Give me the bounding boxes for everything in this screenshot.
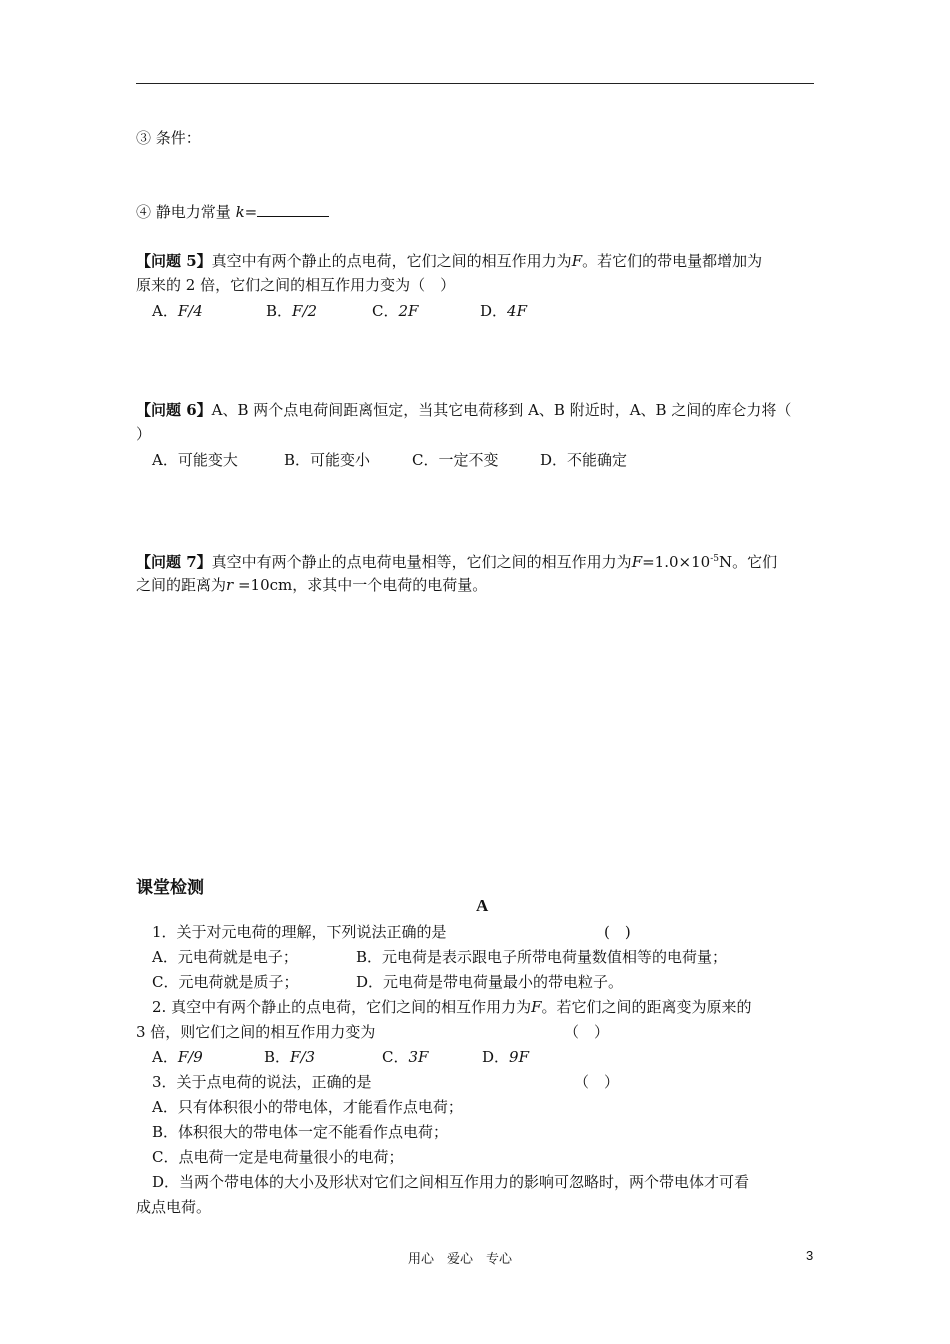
force-symbol: F xyxy=(531,998,542,1016)
problem-2-line-1 xyxy=(152,996,752,1018)
exponent: -5 xyxy=(710,554,719,564)
question-7-line-1 xyxy=(136,548,777,573)
force-unit: N。它们 xyxy=(718,553,778,571)
option-c[interactable]: C．元电荷就是质子； xyxy=(152,973,299,991)
answer-paren[interactable]: （ ） xyxy=(564,1023,610,1041)
option-a[interactable]: A．元电荷就是电子； xyxy=(152,948,298,966)
answer-paren[interactable]: ( ) xyxy=(604,923,631,941)
constant-label: ④ 静电力常量 xyxy=(136,203,231,221)
page-number: 3 xyxy=(806,1248,814,1263)
force-value: =1.0×10 xyxy=(642,553,711,571)
question-5-options xyxy=(152,300,527,322)
question-7-line-2 xyxy=(136,574,487,596)
problem-1-stem xyxy=(152,921,631,943)
problem-2-text-cont: 。若它们之间的距离变为原来的 xyxy=(541,998,752,1016)
level-label: A xyxy=(476,896,489,915)
question-6-line-1 xyxy=(136,399,791,421)
question-5-line-2: 原来的 2 倍，它们之间的相互作用力变为（ ） xyxy=(136,276,456,294)
option-d[interactable]: D．9F xyxy=(482,1048,529,1066)
problem-2-line-2 xyxy=(136,1021,609,1043)
option-a[interactable]: A．F/4 xyxy=(152,302,203,320)
option-d[interactable]: D．4F xyxy=(480,302,527,320)
problem-1-text: 1．关于对元电荷的理解，下列说法正确的是 xyxy=(152,923,447,941)
section-heading: 课堂检测 xyxy=(136,878,204,898)
problem-2-text-end: 3 倍，则它们之间的相互作用力变为 xyxy=(136,1023,376,1041)
option-b[interactable]: B．可能变小 xyxy=(284,451,371,469)
option-b[interactable]: B．体积很大的带电体一定不能看作点电荷； xyxy=(152,1123,449,1141)
distance-symbol: r xyxy=(226,576,234,594)
problem-2-text: 2. 真空中有两个静止的点电荷，它们之间的相互作用力为 xyxy=(152,998,532,1016)
option-a[interactable]: A．可能变大 xyxy=(152,451,238,469)
question-7-tag: 【问题 7】 xyxy=(136,553,212,571)
problem-1-options-row-2 xyxy=(152,971,623,993)
question-6-text: A、B 两个点电荷间距离恒定，当其它电荷移到 A、B 附近时，A、B 之间的库仑力将（ xyxy=(211,401,792,419)
question-6-options xyxy=(152,449,627,471)
header-rule xyxy=(136,83,814,84)
constant-item xyxy=(136,201,329,223)
answer-blank[interactable] xyxy=(257,202,329,217)
k-symbol: k xyxy=(235,203,245,221)
option-d-cont: 成点电荷。 xyxy=(136,1198,212,1216)
problem-1-options-row-1 xyxy=(152,946,727,968)
option-b[interactable]: B．F/2 xyxy=(266,302,318,320)
force-symbol: F xyxy=(571,252,583,270)
question-7-text-end: =10cm，求其中一个电荷的电荷量。 xyxy=(233,576,488,594)
option-d[interactable]: D．不能确定 xyxy=(540,451,628,469)
option-b[interactable]: B．元电荷是表示跟电子所带电荷量数值相等的电荷量； xyxy=(356,948,728,966)
question-5-tag: 【问题 5】 xyxy=(136,252,212,270)
option-d[interactable]: D．元电荷是带电荷量最小的带电粒子。 xyxy=(356,973,624,991)
question-5-line-1 xyxy=(136,250,762,272)
option-d[interactable]: D．当两个带电体的大小及形状对它们之间相互作用力的影响可忽略时，两个带电体才可看 xyxy=(152,1173,750,1191)
question-5-text: 真空中有两个静止的点电荷，它们之间的相互作用力为 xyxy=(211,252,572,270)
option-c[interactable]: C．点电荷一定是电荷量很小的电荷； xyxy=(152,1148,404,1166)
question-5-text-cont: 。若它们的带电量都增加为 xyxy=(582,252,763,270)
option-c[interactable]: C．一定不变 xyxy=(412,451,499,469)
question-7-text-cont: 之间的距离为 xyxy=(136,576,227,594)
footer-motto: 用心 爱心 专心 xyxy=(408,1252,513,1267)
force-symbol: F xyxy=(631,553,643,571)
question-6-tag: 【问题 6】 xyxy=(136,401,212,419)
problem-3-text: 3．关于点电荷的说法，正确的是 xyxy=(152,1073,372,1091)
option-c[interactable]: C．3F xyxy=(382,1048,429,1066)
problem-3-stem xyxy=(152,1071,619,1093)
option-c[interactable]: C．2F xyxy=(372,302,419,320)
problem-2-options xyxy=(152,1046,529,1068)
condition-item: ③ 条件： xyxy=(136,129,201,147)
option-a[interactable]: A．F/9 xyxy=(152,1048,203,1066)
equals-sign: = xyxy=(244,203,258,221)
option-a[interactable]: A．只有体积很小的带电体，才能看作点电荷； xyxy=(152,1098,463,1116)
question-7-text: 真空中有两个静止的点电荷电量相等，它们之间的相互作用力为 xyxy=(211,553,632,571)
question-6-line-2: ） xyxy=(136,425,152,443)
answer-paren[interactable]: （ ） xyxy=(574,1073,620,1091)
option-b[interactable]: B．F/3 xyxy=(264,1048,316,1066)
